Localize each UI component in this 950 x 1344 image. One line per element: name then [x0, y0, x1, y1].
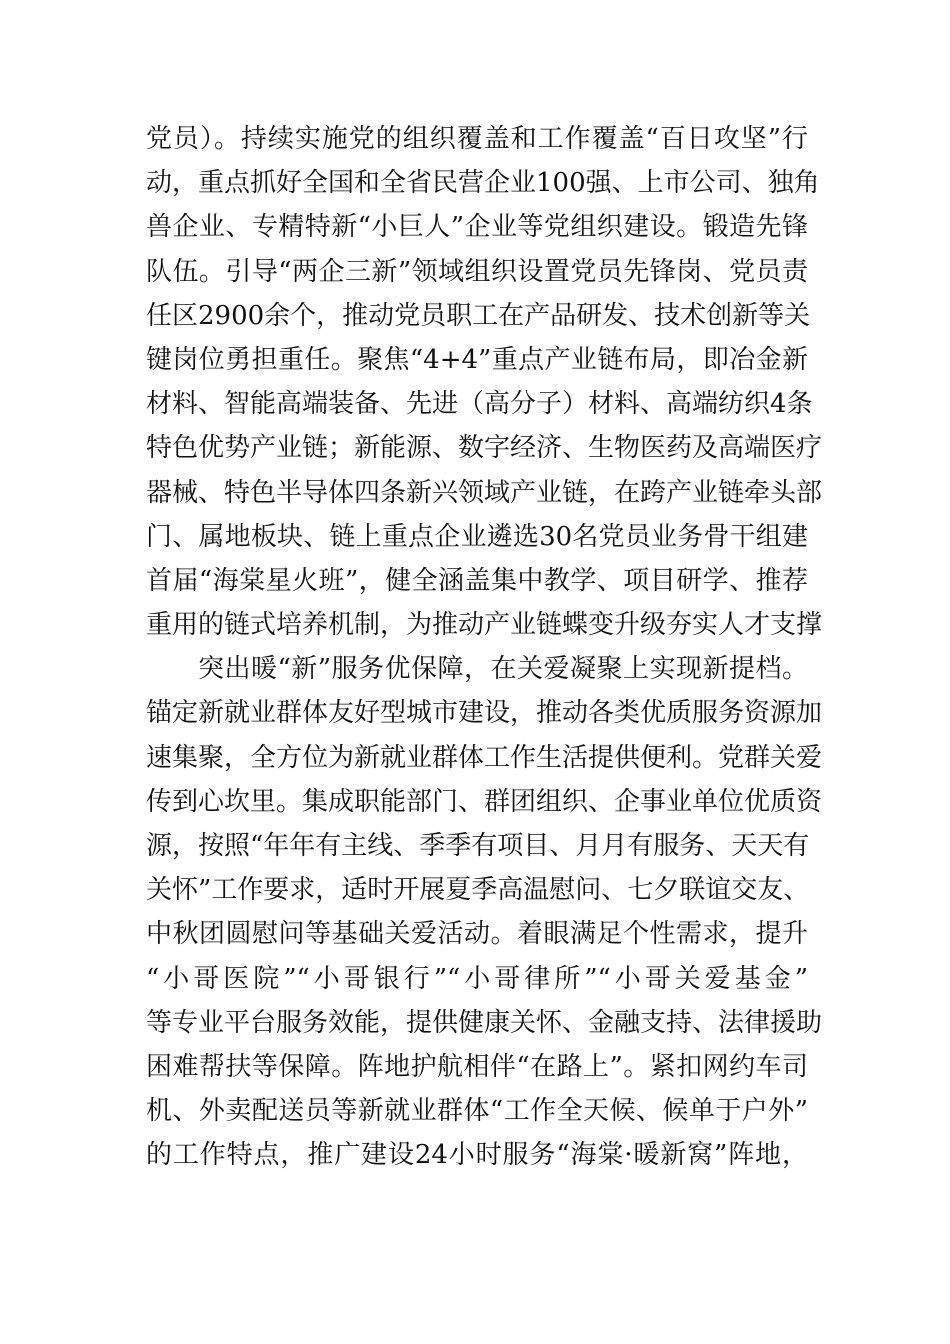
text-line: 队伍。引导“两企三新”领域组织设置党员先锋岗、党员责 [146, 256, 808, 287]
text-line: 传到心坎里。集成职能部门、群团组织、企事业单位优质资 [146, 786, 823, 817]
body-text [146, 117, 823, 1178]
text-line: 材料、智能高端装备、先进（高分子）材料、高端纺织4条 [146, 389, 813, 420]
text-line: “小哥医院”“小哥银行”“小哥律所”“小哥关爱基金” [146, 963, 808, 994]
text-line: 机、外卖配送员等新就业群体“工作全天候、候单于户外” [146, 1096, 808, 1127]
text-line: 特色优势产业链；新能源、数字经济、生物医药及高端医疗 [146, 433, 823, 464]
paragraph-1 [146, 117, 823, 647]
text-line: 中秋团圆慰问等基础关爱活动。着眼满足个性需求，提升 [146, 919, 808, 950]
text-line: 首届“海棠星火班”，健全涵盖集中教学、项目研学、推荐 [146, 565, 808, 596]
text-line: 突出暖“新”服务优保障，在关爱凝聚上实现新提档。 [198, 654, 808, 685]
text-line: 任区2900余个，推动党员职工在产品研发、技术创新等关 [146, 300, 811, 331]
text-line: 等专业平台服务效能，提供健康关怀、金融支持、法律援助 [146, 1007, 823, 1038]
text-line: 键岗位勇担重任。聚焦“4+4”重点产业链布局，即冶金新 [146, 344, 808, 375]
text-line: 关怀”工作要求，适时开展夏季高温慰问、七夕联谊交友、 [146, 875, 810, 906]
text-line: 速集聚，全方位为新就业群体工作生活提供便利。党群关爱 [146, 742, 823, 773]
text-line: 门、属地板块、链上重点企业遴选30名党员业务骨干组建 [146, 521, 808, 552]
text-line: 的工作特点，推广建设24小时服务“海棠·暖新窝”阵地， [146, 1140, 808, 1171]
text-line: 锚定新就业群体友好型城市建设，推动各类优质服务资源加 [146, 698, 823, 729]
text-line: 兽企业、专精特新“小巨人”企业等党组织建设。锻造先锋 [146, 212, 808, 243]
text-line: 器械、特色半导体四条新兴领域产业链，在跨产业链牵头部 [146, 477, 823, 508]
text-line: 困难帮扶等保障。阵地护航相伴“在路上”。紧扣网约车司 [146, 1051, 808, 1082]
text-line: 党员）。持续实施党的组织覆盖和工作覆盖“百日攻坚”行 [146, 124, 808, 154]
text-line: 重用的链式培养机制，为推动产业链蝶变升级夯实人才支撑 [146, 610, 823, 641]
text-line: 源，按照“年年有主线、季季有项目、月月有服务、天天有 [146, 831, 810, 861]
paragraph-2 [146, 647, 823, 1177]
text-line: 动，重点抓好全国和全省民营企业100强、上市公司、独角 [146, 168, 820, 199]
